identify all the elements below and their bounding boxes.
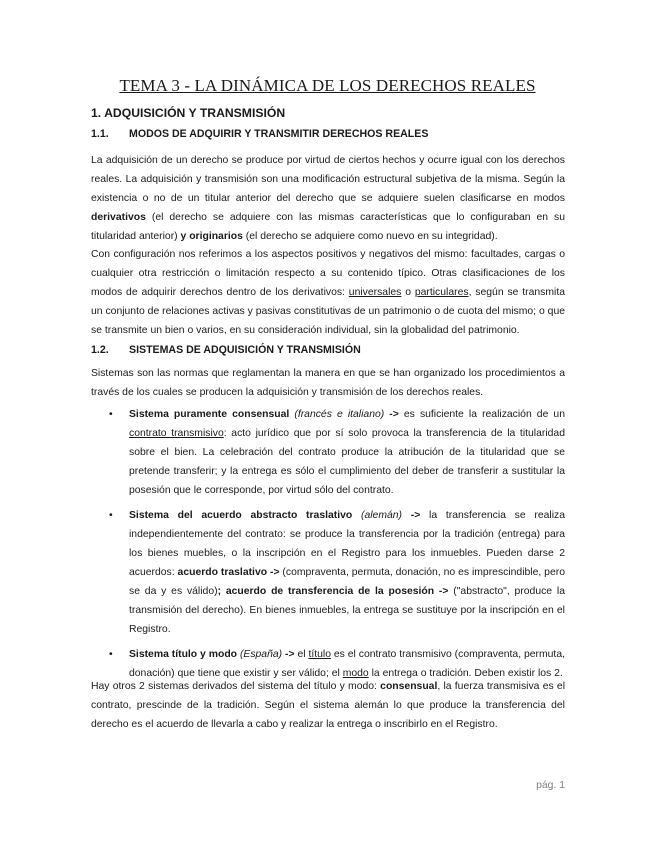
italic-text: (España) <box>239 649 283 660</box>
bullet-marker: • <box>109 409 113 420</box>
bold-text: Sistema título y modo <box>129 649 238 660</box>
bold-text: Sistema del acuerdo abstracto traslativo <box>129 510 353 521</box>
bullet-marker: • <box>109 649 113 660</box>
bold-text: Sistema puramente consensual <box>129 409 290 420</box>
subsection-heading-1-2 <box>91 344 361 356</box>
underlined-term-particulares: particulares <box>414 287 469 298</box>
bold-term-derivativos: derivativos <box>91 212 146 223</box>
underlined-text: modo <box>342 668 369 679</box>
text: La adquisición de un derecho se produce por virtud de ciertos hechos y ocurre igual con los derechos reales. La adquisición y transmisión son una modificación estructural subjetiva de la misma. Según la existencia o no de un titular anterior del derecho que se adquiere suelen clasificarse en modos <box>91 155 565 204</box>
bold-text: acuerdo traslativo -> <box>177 567 280 578</box>
text: , según se transmita un conjunto de relaciones activas y pasivas constitutivas de un patrimonio o de cuota del mismo; o que se transmite un bien o varios, en su consideración individual, sin la globalidad del patrimonio. <box>91 287 566 336</box>
text: ("abstracto", produce la transmisión del derecho). En bienes inmuebles, la entrega se sustituye por la inscripción en el Registro. <box>129 586 565 635</box>
underlined-term-universales: universales <box>348 287 402 298</box>
bold-text: -> <box>402 510 421 521</box>
section-title: ADQUISICIÓN Y TRANSMISIÓN <box>104 106 286 120</box>
bold-text: -> <box>282 649 295 660</box>
section-number: 1. <box>91 106 102 120</box>
paragraph-adquisicion <box>91 151 565 246</box>
subsection-title: SISTEMAS DE ADQUISICIÓN Y TRANSMISIÓN <box>129 344 361 356</box>
text: : acto jurídico que por sí solo provoca la transferencia de la titularidad sobre el bien. La celebración del contrato produce la atribución de la titularidad que se pretende transferir; y la entrega es sólo el cumplimiento del deber de transferir a sustitular la posesión que le corresponde, por virtud sólo del contrato. <box>129 428 565 496</box>
text: o <box>401 287 415 298</box>
paragraph-sistemas: Sistemas son las normas que reglamentan la manera en que se han organizado los procedimientos a través de los cuales se producen la adquisición y transmisión de los derechos reales. <box>91 368 565 398</box>
text: Con configuración nos referimos a los aspectos positivos y negativos del mismo: facultades, cargas o cualquier otra restricción o limitación respecto a su contenido típico. Otras clasificaciones de los modos de adquirir derechos dentro de los derivativos: <box>91 249 565 298</box>
text: (el derecho se adquiere con las mismas características que lo configuraban en su titularidad anterior) <box>91 212 565 242</box>
text: la entrega o tradición. Deben existir los 2. <box>368 668 563 679</box>
bold-text: ; acuerdo de transferencia de la posesión -> <box>217 586 449 597</box>
bold-text: -> <box>384 409 399 420</box>
italic-text: (francés e italiano) <box>294 409 385 420</box>
section-heading-1 <box>91 106 285 120</box>
systems-list <box>91 405 565 683</box>
text: la transferencia se realiza independientemente del contrato: se produce la transferencia por la tradición (entrega) para los bienes muebles, o la inscripción en el Registro para los inmuebles. Pueden darse 2 acuerdos: <box>129 510 565 578</box>
text: es suficiente la realización de un <box>398 409 565 420</box>
text: es el contrato transmisivo (compraventa, permuta, donación) que tiene que existir y ser válido; el <box>129 649 565 679</box>
underlined-text: título <box>308 649 331 660</box>
page-title: TEMA 3 - LA DINÁMICA DE LOS DERECHOS REALES <box>119 76 536 95</box>
underlined-text: contrato transmisivo <box>129 428 224 439</box>
bold-term-originarios: y originarios <box>180 231 243 242</box>
page-number: pág. 1 <box>536 780 565 791</box>
subsection-number: 1.1. <box>91 128 109 140</box>
list-item-aleman <box>91 506 565 639</box>
text: , la fuerza transmisiva es el contrato, prescinde de la tradición. Según el sistema alemán lo que produce la transferencia del derecho es el acuerdo de llevarla a cabo y realizar la entrega o inscribirlo en el Registro. <box>91 681 565 730</box>
text: (compraventa, permuta, donación, no es imprescindible, pero se da y es válido) <box>129 567 565 597</box>
paragraph-configuracion <box>91 245 565 340</box>
subsection-title: MODOS DE ADQUIRIR Y TRANSMITIR DERECHOS REALES <box>129 128 429 140</box>
bullet-marker: • <box>109 510 113 521</box>
subsection-heading-1-1 <box>91 128 428 140</box>
text: Hay otros 2 sistemas derivados del sistema del título y modo: <box>91 681 381 692</box>
bold-term-consensual: consensual <box>380 681 438 692</box>
paragraph-otros-sistemas <box>91 677 565 734</box>
text: (el derecho se adquiere como nuevo en su integridad). <box>242 231 498 242</box>
list-item-consensual <box>91 405 565 500</box>
text: el <box>294 649 309 660</box>
italic-text: (alemán) <box>361 510 402 521</box>
subsection-number: 1.2. <box>91 344 109 356</box>
